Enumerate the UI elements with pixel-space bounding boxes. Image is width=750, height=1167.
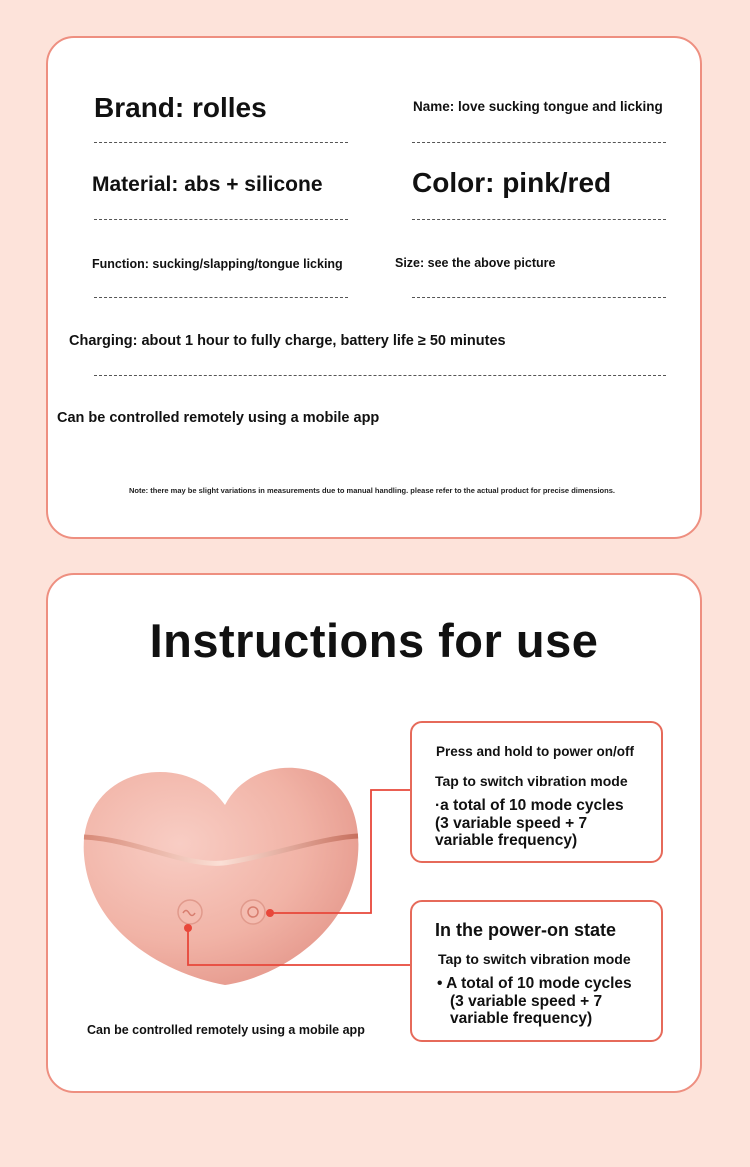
instructions-title: Instructions for use — [149, 614, 599, 667]
material-label: Material: abs + silicone — [92, 173, 323, 196]
brand-label: Brand: rolles — [94, 92, 267, 123]
divider — [94, 142, 348, 143]
name-label: Name: love sucking tongue and licking — [413, 99, 663, 114]
divider — [412, 142, 666, 143]
size-label: Size: see the above picture — [395, 256, 556, 270]
divider — [412, 297, 666, 298]
callout-line: (3 variable speed + 7 — [435, 815, 588, 832]
callout-line: Press and hold to power on/off — [436, 744, 635, 759]
callout-line: In the power-on state — [435, 920, 617, 940]
disclaimer-note: Note: there may be slight variations in measurements due to manual handling. please refer to the actual product for precise dimensions. — [129, 486, 615, 495]
power-callout — [410, 721, 663, 863]
divider — [94, 375, 666, 376]
function-label: Function: sucking/slapping/tongue licking — [92, 257, 343, 271]
callout-line: variable frequency) — [435, 832, 578, 849]
callout-line: • A total of 10 mode cycles — [437, 975, 632, 992]
instructions-card — [46, 573, 702, 1093]
mode-callout — [410, 900, 663, 1042]
callout-line: variable frequency) — [450, 1010, 593, 1027]
color-label: Color: pink/red — [412, 167, 612, 198]
divider — [94, 297, 348, 298]
callout-line: (3 variable speed + 7 — [450, 993, 603, 1010]
specs-card — [46, 36, 702, 539]
callout-line: Tap to switch vibration mode — [438, 951, 631, 967]
divider — [94, 219, 348, 220]
remote-caption: Can be controlled remotely using a mobile app — [87, 1023, 365, 1037]
callout-line: Tap to switch vibration mode — [435, 773, 628, 789]
remote-label: Can be controlled remotely using a mobile app — [57, 410, 380, 426]
charging-label: Charging: about 1 hour to fully charge, battery life ≥ 50 minutes — [69, 333, 506, 349]
divider — [412, 219, 666, 220]
callout-line: ·a total of 10 mode cycles — [435, 797, 624, 814]
heart-device-image — [80, 760, 370, 1000]
